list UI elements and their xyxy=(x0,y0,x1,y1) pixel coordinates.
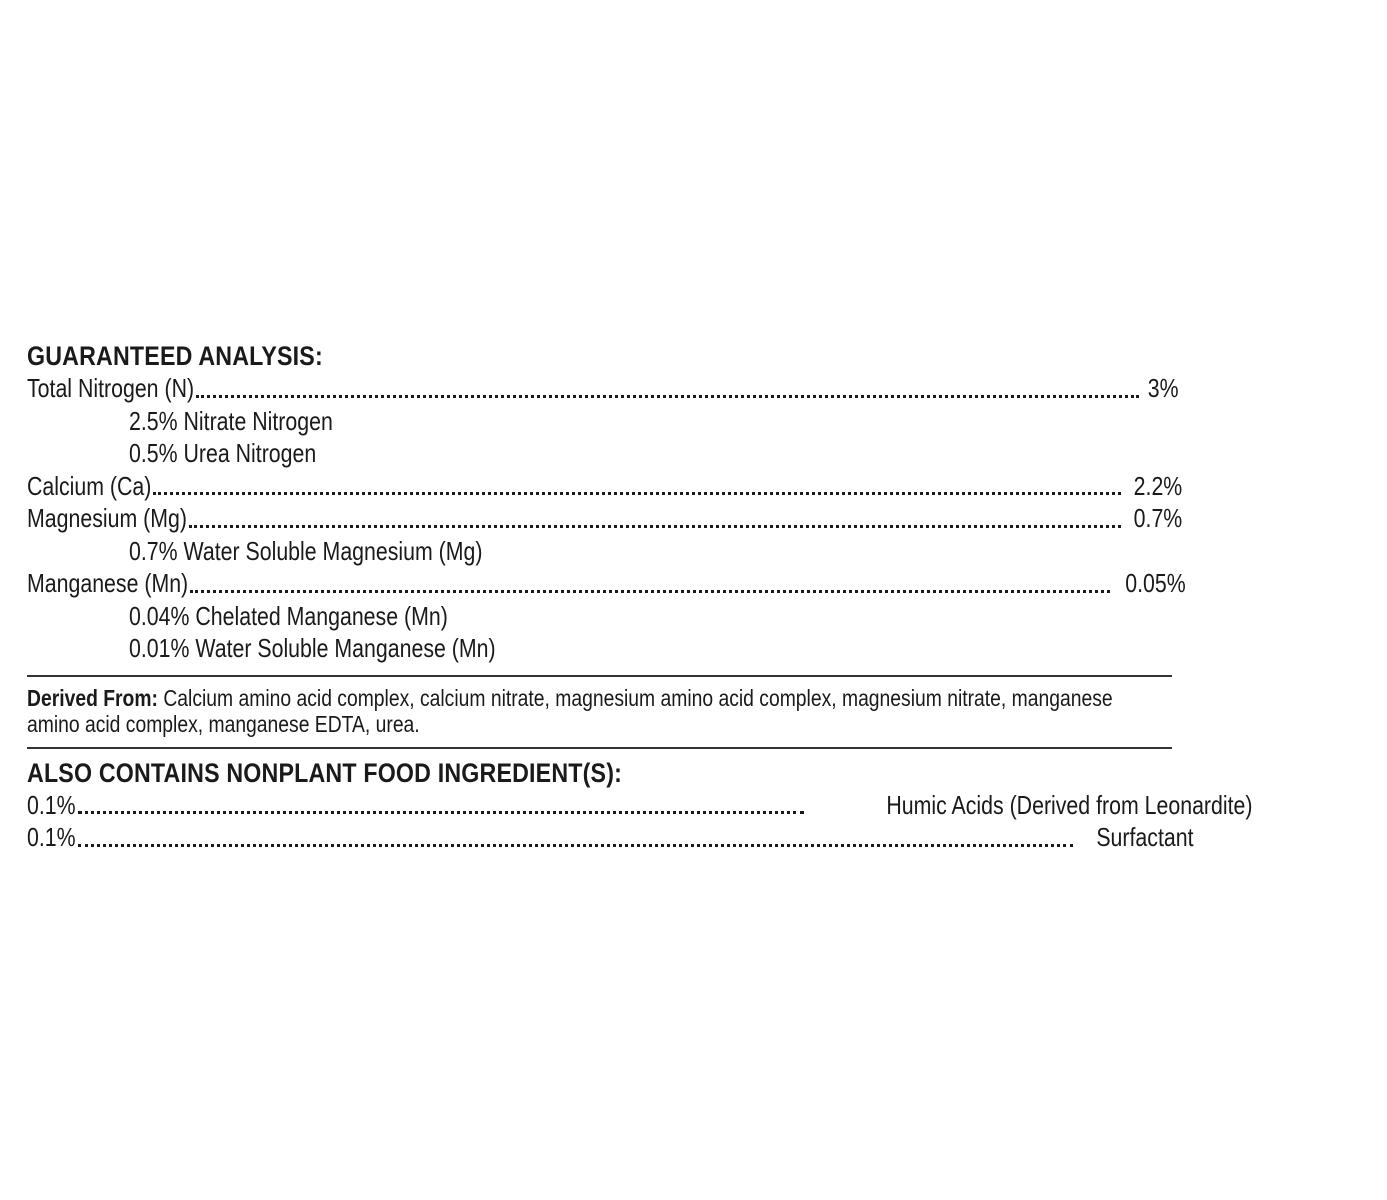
guaranteed-analysis-title: GUARANTEED ANALYSIS: xyxy=(27,341,323,371)
derived-from-label: Derived From: xyxy=(27,684,158,711)
analysis-row-value: 0.05% xyxy=(1124,568,1186,598)
analysis-row-label: Manganese (Mn) xyxy=(27,568,189,598)
nonplant-row-humic-acids xyxy=(27,789,1253,822)
analysis-subrow-urea-nitrogen: 0.5% Urea Nitrogen xyxy=(129,438,317,468)
leader-dots xyxy=(153,492,1121,495)
divider xyxy=(27,675,1172,677)
leader-dots xyxy=(78,811,804,814)
divider xyxy=(27,747,1172,749)
leader-dots xyxy=(189,525,1121,528)
analysis-row-label: Total Nitrogen (N) xyxy=(27,373,195,403)
derived-from-block xyxy=(27,685,1172,737)
nonplant-row-value: 0.1% xyxy=(27,822,76,852)
analysis-row-total-nitrogen xyxy=(27,372,1179,405)
analysis-row-manganese xyxy=(27,567,1186,600)
leader-dots xyxy=(190,590,1109,593)
leader-dots xyxy=(196,395,1139,398)
analysis-row-value: 2.2% xyxy=(1134,470,1183,501)
nonplant-ingredients-title: ALSO CONTAINS NONPLANT FOOD INGREDIENT(S): xyxy=(27,757,623,788)
analysis-subrow-nitrate-nitrogen: 2.5% Nitrate Nitrogen xyxy=(129,405,333,436)
analysis-row-label: Calcium (Ca) xyxy=(27,470,152,501)
analysis-subrow-water-soluble-manganese: 0.01% Water Soluble Manganese (Mn) xyxy=(129,633,496,663)
analysis-subrow-water-soluble-magnesium: 0.7% Water Soluble Magnesium (Mg) xyxy=(129,535,483,566)
fertilizer-label xyxy=(27,340,1253,854)
derived-from-text: Calcium amino acid complex, calcium nitrate, magnesium amino acid complex, magnesium nitrate, manganese amino acid complex, manganese EDTA, urea. xyxy=(27,684,1113,737)
leader-dots xyxy=(78,844,1073,847)
analysis-row-calcium xyxy=(27,470,1183,503)
nonplant-row-label: Humic Acids (Derived from Leonardite) xyxy=(886,789,1253,820)
analysis-row-label: Magnesium (Mg) xyxy=(27,503,187,533)
analysis-row-value: 3% xyxy=(1147,373,1179,403)
analysis-subrow-chelated-manganese: 0.04% Chelated Manganese (Mn) xyxy=(129,600,448,631)
nonplant-row-value: 0.1% xyxy=(27,789,76,820)
analysis-row-value: 0.7% xyxy=(1134,503,1183,533)
nonplant-row-surfactant xyxy=(27,821,1194,854)
nonplant-row-label: Surfactant xyxy=(1096,822,1194,852)
analysis-row-magnesium xyxy=(27,502,1183,535)
